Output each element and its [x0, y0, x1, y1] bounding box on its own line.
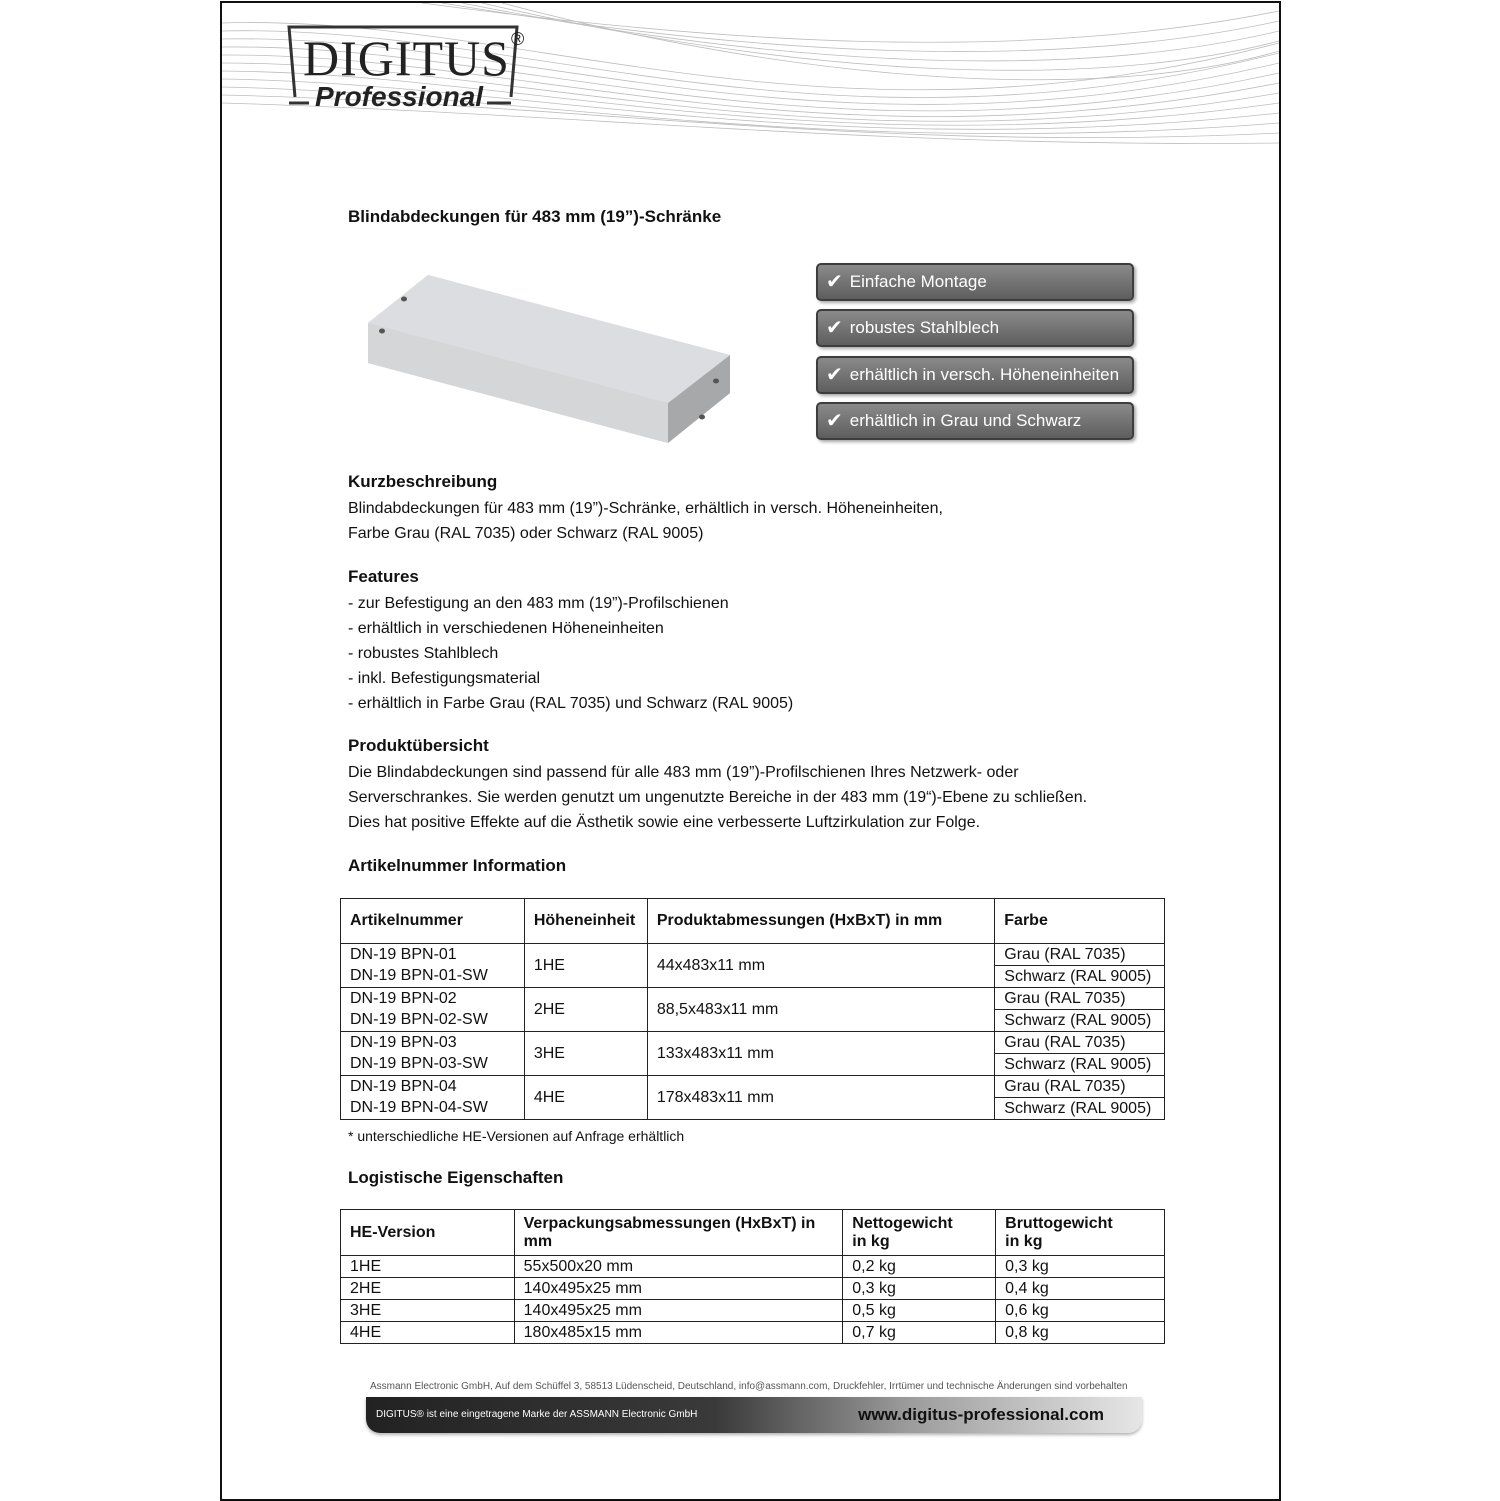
check-icon: ✔	[826, 271, 843, 293]
table-row	[341, 1076, 1165, 1098]
column-header: Artikelnummer	[341, 899, 525, 944]
check-icon: ✔	[826, 410, 843, 432]
page-title: Blindabdeckungen für 483 mm (19”)-Schränke	[348, 207, 722, 226]
he-version: 4HE	[341, 1322, 515, 1344]
logo-sub: Professional	[315, 81, 484, 112]
badge-label: robustes Stahlblech	[849, 318, 1000, 337]
overview-text	[348, 760, 1087, 835]
feature-badge-heights	[816, 356, 1134, 394]
features-list	[348, 591, 793, 716]
color-cell: Grau (RAL 7035)	[995, 988, 1165, 1010]
header-line: in kg	[1005, 1232, 1043, 1250]
header-line: Nettogewicht	[852, 1214, 953, 1232]
list-item: - zur Befestigung an den 483 mm (19”)-Profilschienen	[348, 595, 729, 612]
badge-label: erhältlich in versch. Höheneinheiten	[849, 365, 1120, 384]
article-number: DN-19 BPN-03	[341, 1032, 525, 1054]
feature-badge-steel	[816, 309, 1134, 347]
article-table	[340, 898, 1165, 1120]
section-heading-article: Artikelnummer Information	[348, 856, 567, 875]
gross-weight: 0,3 kg	[996, 1256, 1165, 1278]
table-row	[341, 1278, 1165, 1300]
digitus-logo	[287, 25, 525, 117]
color-cell: Schwarz (RAL 9005)	[995, 1054, 1165, 1076]
height-unit: 4HE	[524, 1076, 647, 1120]
column-header: Höheneinheit	[524, 899, 647, 944]
logo-brand: DIGITUS	[303, 30, 510, 86]
article-number: DN-19 BPN-03-SW	[341, 1054, 525, 1076]
section-heading-short: Kurzbeschreibung	[348, 472, 498, 491]
text-line: Farbe Grau (RAL 7035) oder Schwarz (RAL 9005)	[348, 525, 704, 542]
footer-url[interactable]: www.digitus-professional.com	[858, 1405, 1104, 1424]
he-version: 2HE	[341, 1278, 515, 1300]
column-header: HE-Version	[341, 1210, 515, 1256]
logo-registered: ®	[511, 29, 525, 49]
column-header: Verpackungsabmessungen (HxBxT) in mm	[514, 1210, 843, 1256]
product-dimensions: 44x483x11 mm	[647, 944, 994, 988]
table-row	[341, 1256, 1165, 1278]
list-item: - robustes Stahlblech	[348, 645, 499, 662]
article-number: DN-19 BPN-02	[341, 988, 525, 1010]
color-cell: Schwarz (RAL 9005)	[995, 1010, 1165, 1032]
color-cell: Schwarz (RAL 9005)	[995, 966, 1165, 988]
footer-address: Assmann Electronic GmbH, Auf dem Schüffel 3, 58513 Lüdenscheid, Deutschland, info@assmann.com, Druckfehler, Irrtümer und technische Änderungen sind vorbehalten	[370, 1381, 1128, 1392]
check-icon: ✔	[826, 317, 843, 339]
height-unit: 1HE	[524, 944, 647, 988]
net-weight: 0,3 kg	[843, 1278, 996, 1300]
article-number: DN-19 BPN-01-SW	[341, 966, 525, 988]
table-row	[341, 988, 1165, 1010]
feature-badge-colors	[816, 402, 1134, 440]
net-weight: 0,5 kg	[843, 1300, 996, 1322]
table-row	[341, 1300, 1165, 1322]
blanking-panel-image	[368, 271, 738, 446]
package-dimensions: 55x500x20 mm	[514, 1256, 843, 1278]
text-line: Serverschrankes. Sie werden genutzt um ungenutzte Bereiche in der 483 mm (19“)-Ebene zu schließen.	[348, 789, 1088, 806]
column-header	[843, 1210, 996, 1256]
article-number: DN-19 BPN-04-SW	[341, 1098, 525, 1120]
section-heading-features: Features	[348, 567, 419, 586]
table-header-row	[341, 899, 1165, 944]
height-unit: 3HE	[524, 1032, 647, 1076]
feature-badge-mounting	[816, 263, 1134, 301]
product-dimensions: 88,5x483x11 mm	[647, 988, 994, 1032]
badge-label: erhältlich in Grau und Schwarz	[849, 411, 1082, 430]
column-header	[996, 1210, 1165, 1256]
table-header-row	[341, 1210, 1165, 1256]
section-heading-overview: Produktübersicht	[348, 736, 489, 755]
he-version: 3HE	[341, 1300, 515, 1322]
article-number: DN-19 BPN-04	[341, 1076, 525, 1098]
datasheet-page	[220, 1, 1281, 1501]
article-number: DN-19 BPN-01	[341, 944, 525, 966]
text-line: Die Blindabdeckungen sind passend für alle 483 mm (19”)-Profilschienen Ihres Netzwerk- oder	[348, 764, 1019, 781]
column-header: Farbe	[995, 899, 1165, 944]
table-footnote: * unterschiedliche HE-Versionen auf Anfrage erhältlich	[348, 1128, 685, 1144]
product-dimensions: 178x483x11 mm	[647, 1076, 994, 1120]
footer-trademark: DIGITUS® ist eine eingetragene Marke der ASSMANN Electronic GmbH	[376, 1409, 698, 1420]
column-header: Produktabmessungen (HxBxT) in mm	[647, 899, 994, 944]
logistics-table	[340, 1209, 1165, 1344]
footer-bar	[366, 1397, 1142, 1433]
header-line: in kg	[852, 1232, 890, 1250]
list-item: - erhältlich in verschiedenen Höheneinheiten	[348, 620, 664, 637]
color-cell: Grau (RAL 7035)	[995, 1032, 1165, 1054]
color-cell: Grau (RAL 7035)	[995, 1076, 1165, 1098]
table-row	[341, 1322, 1165, 1344]
gross-weight: 0,6 kg	[996, 1300, 1165, 1322]
package-dimensions: 180x485x15 mm	[514, 1322, 843, 1344]
section-heading-logistics: Logistische Eigenschaften	[348, 1168, 564, 1187]
color-cell: Grau (RAL 7035)	[995, 944, 1165, 966]
package-dimensions: 140x495x25 mm	[514, 1300, 843, 1322]
package-dimensions: 140x495x25 mm	[514, 1278, 843, 1300]
height-unit: 2HE	[524, 988, 647, 1032]
net-weight: 0,7 kg	[843, 1322, 996, 1344]
he-version: 1HE	[341, 1256, 515, 1278]
badge-label: Einfache Montage	[849, 272, 987, 291]
text-line: Dies hat positive Effekte auf die Ästhetik sowie eine verbesserte Luftzirkulation zur Folge.	[348, 814, 981, 831]
header-line: Bruttogewicht	[1005, 1214, 1113, 1232]
gross-weight: 0,4 kg	[996, 1278, 1165, 1300]
product-dimensions: 133x483x11 mm	[647, 1032, 994, 1076]
text-line: Blindabdeckungen für 483 mm (19”)-Schränke, erhältlich in versch. Höheneinheiten,	[348, 500, 943, 517]
short-description	[348, 496, 943, 546]
gross-weight: 0,8 kg	[996, 1322, 1165, 1344]
list-item: - inkl. Befestigungsmaterial	[348, 670, 541, 687]
net-weight: 0,2 kg	[843, 1256, 996, 1278]
check-icon: ✔	[826, 364, 843, 386]
article-number: DN-19 BPN-02-SW	[341, 1010, 525, 1032]
table-row	[341, 944, 1165, 966]
table-row	[341, 1032, 1165, 1054]
list-item: - erhältlich in Farbe Grau (RAL 7035) und Schwarz (RAL 9005)	[348, 695, 794, 712]
color-cell: Schwarz (RAL 9005)	[995, 1098, 1165, 1120]
